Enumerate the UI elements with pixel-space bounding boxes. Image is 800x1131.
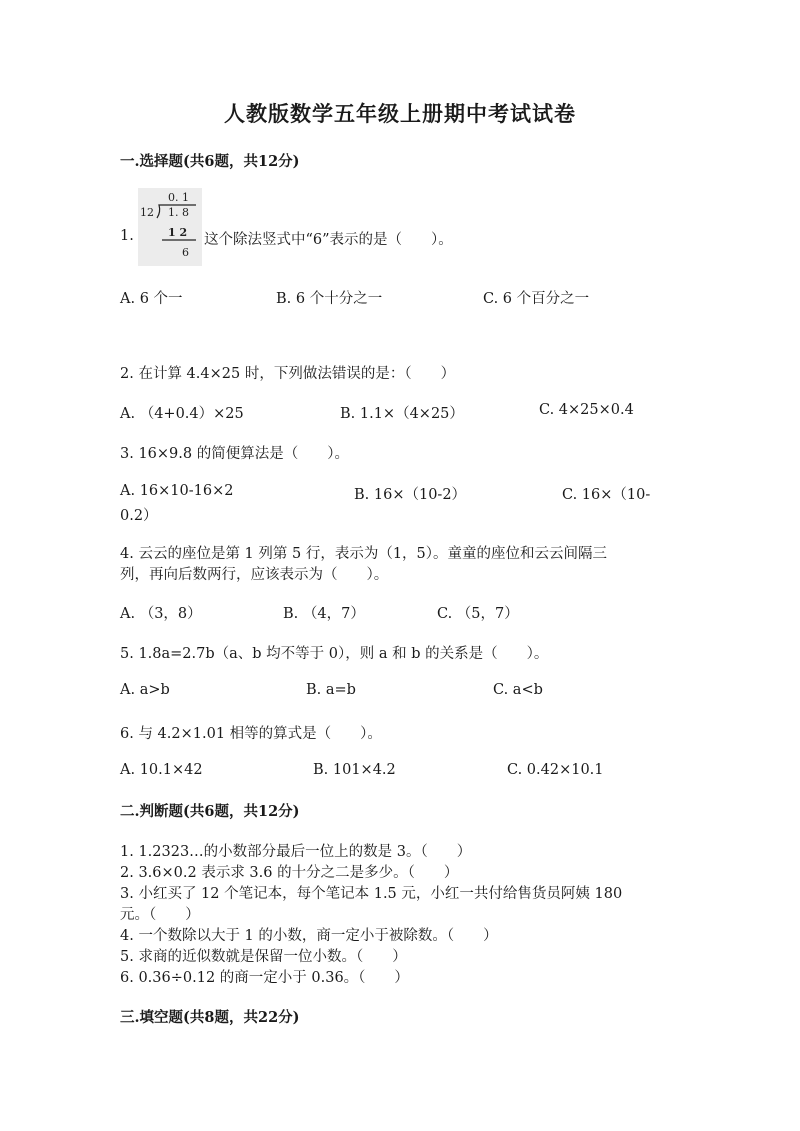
q1-option-a: A. 6 个一 <box>120 291 183 307</box>
question-1-text: 这个除法竖式中“6”表示的是（ ）。 <box>204 232 453 248</box>
section-heading-judge: 二.判断题(共6题，共12分) <box>120 803 300 820</box>
q6-option-b: B. 101×4.2 <box>313 762 396 778</box>
question-6-text: 6. 与 4.2×1.01 相等的算式是（ ）。 <box>120 726 382 742</box>
question-4-text-line2: 列，再向后数两行，应该表示为（ ）。 <box>120 567 389 583</box>
q3-option-b: B. 16×（10-2） <box>354 487 467 503</box>
question-1-number: 1. <box>120 228 134 244</box>
section-heading-choice: 一.选择题(共6题，共12分) <box>120 153 300 170</box>
quotient-text: 0. 1 <box>168 191 189 204</box>
product-text: 1 2 <box>168 226 188 239</box>
q6-option-c: C. 0.42×10.1 <box>507 762 604 778</box>
divisor-text: 12 <box>140 206 154 219</box>
judge-item-5: 5. 求商的近似数就是保留一位小数。（ ） <box>120 949 407 965</box>
judge-item-2: 2. 3.6×0.2 表示求 3.6 的十分之二是多少。（ ） <box>120 865 459 881</box>
page-title: 人教版数学五年级上册期中考试试卷 <box>224 101 576 126</box>
dividend-text: 1. 8 <box>168 206 189 219</box>
q5-option-b: B. a=b <box>306 682 356 698</box>
judge-item-3-line1: 3. 小红买了 12 个笔记本，每个笔记本 1.5 元，小红一共付给售货员阿姨 180 <box>120 886 623 902</box>
question-3-text: 3. 16×9.8 的简便算法是（ ）。 <box>120 446 349 462</box>
q4-option-b: B. （4，7） <box>283 606 365 622</box>
section-heading-fill: 三.填空题(共8题，共22分) <box>120 1009 300 1026</box>
q2-option-a: A. （4+0.4）×25 <box>120 406 244 422</box>
q5-option-c: C. a<b <box>493 682 543 698</box>
q3-option-a: A. 16×10-16×2 <box>120 483 234 499</box>
q1-option-b: B. 6 个十分之一 <box>276 291 383 307</box>
q2-option-b: B. 1.1×（4×25） <box>340 406 464 422</box>
q6-option-a: A. 10.1×42 <box>120 762 203 778</box>
question-4-text-line1: 4. 云云的座位是第 1 列第 5 行，表示为（1，5）。童童的座位和云云间隔三 <box>120 546 608 562</box>
question-5-text: 5. 1.8a=2.7b（a、b 均不等于 0），则 a 和 b 的关系是（ ）。 <box>120 646 549 662</box>
remainder-text: 6 <box>182 246 189 259</box>
q1-option-c: C. 6 个百分之一 <box>483 291 590 307</box>
judge-item-4: 4. 一个数除以大于 1 的小数，商一定小于被除数。（ ） <box>120 928 498 944</box>
judge-item-1: 1. 1.2323…的小数部分最后一位上的数是 3。（ ） <box>120 844 472 860</box>
q2-option-c: C. 4×25×0.4 <box>539 402 634 418</box>
q3-option-c: C. 16×（10- <box>562 487 651 503</box>
long-division-diagram <box>138 188 202 266</box>
q5-option-a: A. a>b <box>120 682 170 698</box>
judge-item-3-line2: 元。（ ） <box>120 907 200 923</box>
q4-option-a: A. （3，8） <box>120 606 202 622</box>
judge-item-6: 6. 0.36÷0.12 的商一定小于 0.36。（ ） <box>120 970 409 986</box>
question-2-text: 2. 在计算 4.4×25 时，下列做法错误的是：（ ） <box>120 366 456 382</box>
long-division-figure <box>138 188 202 266</box>
q4-option-c: C. （5，7） <box>437 606 519 622</box>
q3-option-c-wrap: 0.2） <box>120 508 158 524</box>
